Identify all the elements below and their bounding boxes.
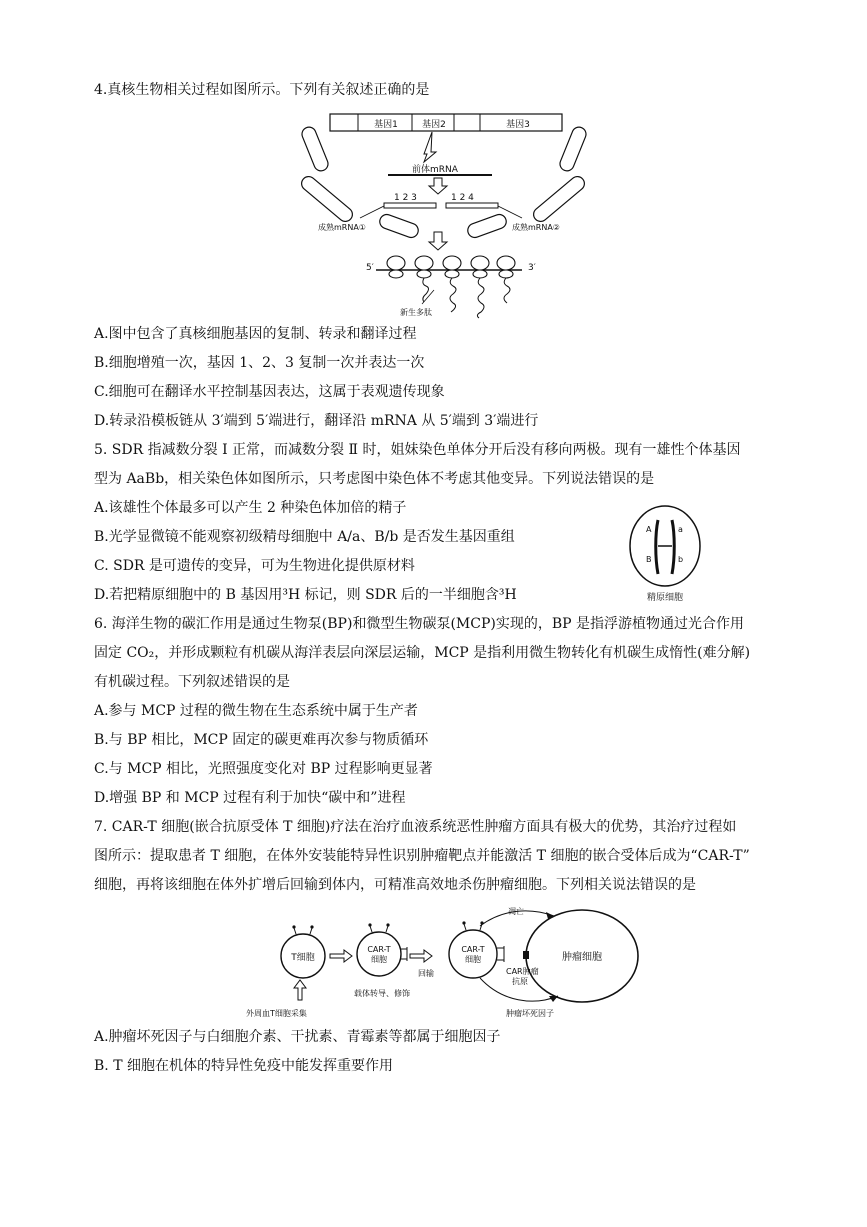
q6-stem-line3: 有机碳过程。下列叙述错误的是 (94, 674, 290, 690)
car-antigen-label-bottom: 抗原 (512, 977, 528, 986)
q4-option-a: A.图中包含了真核细胞基因的复制、转录和翻译过程 (94, 326, 417, 342)
gene1-label: 基因1 (374, 120, 398, 130)
q5-option-d: D.若把精原细胞中的 B 基因用³H 标记，则 SDR 后的一半细胞含³H (94, 587, 517, 603)
tnf-label: 肿瘤坏死因子 (506, 1009, 554, 1018)
cart1-label-top: CAR-T (367, 945, 391, 954)
tumor-cell-label: 肿瘤细胞 (562, 952, 602, 963)
spermatogonium-caption: 精原细胞 (646, 593, 684, 603)
car-t-therapy-diagram (236, 904, 646, 1022)
q7-stem-line1: 7. CAR-T 细胞(嵌合抗原受体 T 细胞)疗法在治疗血液系统恶性肿瘤方面具有极大的优势，其治疗过程如 (94, 819, 737, 835)
allele-a-label: a (678, 525, 683, 534)
peptide-label: 新生多肽 (400, 308, 432, 317)
q5-option-a: A.该雄性个体最多可以产生 2 种染色体加倍的精子 (94, 500, 407, 516)
car-antigen-label-top: CAR肿瘤 (506, 967, 539, 976)
cart1-label-bottom: 细胞 (371, 955, 387, 964)
gene3-label: 基因3 (506, 120, 530, 130)
spermatogonium-diagram (622, 500, 708, 606)
cart2-label-bottom: 细胞 (465, 955, 481, 964)
reinfuse-label: 回输 (418, 969, 434, 978)
q6-option-c: C.与 MCP 相比，光照强度变化对 BP 过程影响更显著 (94, 761, 433, 777)
exon-nums-right: 1 2 4 (451, 193, 474, 203)
mature-mrna-1-label: 成熟mRNA① (318, 223, 366, 232)
q6-option-b: B.与 BP 相比，MCP 固定的碳更难再次参与物质循环 (94, 732, 429, 748)
three-prime-label: 3′ (528, 263, 536, 273)
allele-b-label: b (678, 555, 684, 564)
q6-option-d: D.增强 BP 和 MCP 过程有利于加快“碳中和”进程 (94, 790, 406, 806)
q7-option-a: A.肿瘤坏死因子与白细胞介素、干扰素、青霉素等都属于细胞因子 (94, 1029, 501, 1045)
q6-stem-line2: 固定 CO₂，并形成颗粒有机碳从海洋表层向深层运输，MCP 是指利用微生物转化有机碳生成惰性(难分解) (94, 645, 751, 661)
q5-option-c: C. SDR 是可遗传的变异，可为生物进化提供原材料 (94, 558, 415, 574)
q5-stem-line2: 型为 AaBb，相关染色体如图所示，只考虑图中染色体不考虑其他变异。下列说法错误的是 (94, 471, 655, 487)
q6-stem-line1: 6. 海洋生物的碳汇作用是通过生物泵(BP)和微型生物碳泵(MCP)实现的，BP 是指浮游植物通过光合作用 (94, 616, 744, 632)
q6-option-a: A.参与 MCP 过程的微生物在生态系统中属于生产者 (94, 703, 418, 719)
q7-stem-line2: 图所示：提取患者 T 细胞，在体外安装能特异性识别肿瘤靶点并能激活 T 细胞的嵌合受体后成为“CAR-T” (94, 848, 750, 864)
gene-expression-diagram (300, 108, 590, 320)
allele-A-label: A (646, 525, 652, 534)
exon-nums-left: 1 2 3 (394, 193, 417, 203)
t-cell-label: T细胞 (291, 953, 315, 963)
gene2-label: 基因2 (422, 120, 446, 130)
collect-label: 外周血T细胞采集 (246, 1009, 307, 1018)
mature-mrna-2-label: 成熟mRNA② (512, 223, 560, 232)
allele-B-label: B (646, 555, 652, 564)
q4-stem: 4.真核生物相关过程如图所示。下列有关叙述正确的是 (94, 82, 430, 98)
vector-label: 载体转导、修饰 (354, 989, 410, 998)
q4-option-b: B.细胞增殖一次，基因 1、2、3 复制一次并表达一次 (94, 355, 425, 371)
q4-option-c: C.细胞可在翻译水平控制基因表达，这属于表观遗传现象 (94, 384, 445, 400)
q5-stem-line1: 5. SDR 指减数分裂 Ⅰ 正常，而减数分裂 Ⅱ 时，姐妹染色单体分开后没有移向两极。现有一雄性个体基因 (94, 442, 741, 458)
apoptosis-label: 凋亡 (508, 907, 524, 916)
q7-stem-line3: 细胞，再将该细胞在体外扩增后回输到体内，可精准高效地杀伤肿瘤细胞。下列相关说法错误的是 (94, 877, 696, 893)
q5-option-b: B.光学显微镜不能观察初级精母细胞中 A/a、B/b 是否发生基因重组 (94, 529, 515, 545)
five-prime-label: 5′ (366, 263, 374, 273)
q7-option-b: B. T 细胞在机体的特异性免疫中能发挥重要作用 (94, 1058, 393, 1074)
q4-option-d: D.转录沿模板链从 3′端到 5′端进行，翻译沿 mRNA 从 5′端到 3′端进行 (94, 413, 539, 429)
pre-mrna-label: 前体mRNA (412, 165, 458, 175)
cart2-label-top: CAR-T (461, 945, 485, 954)
